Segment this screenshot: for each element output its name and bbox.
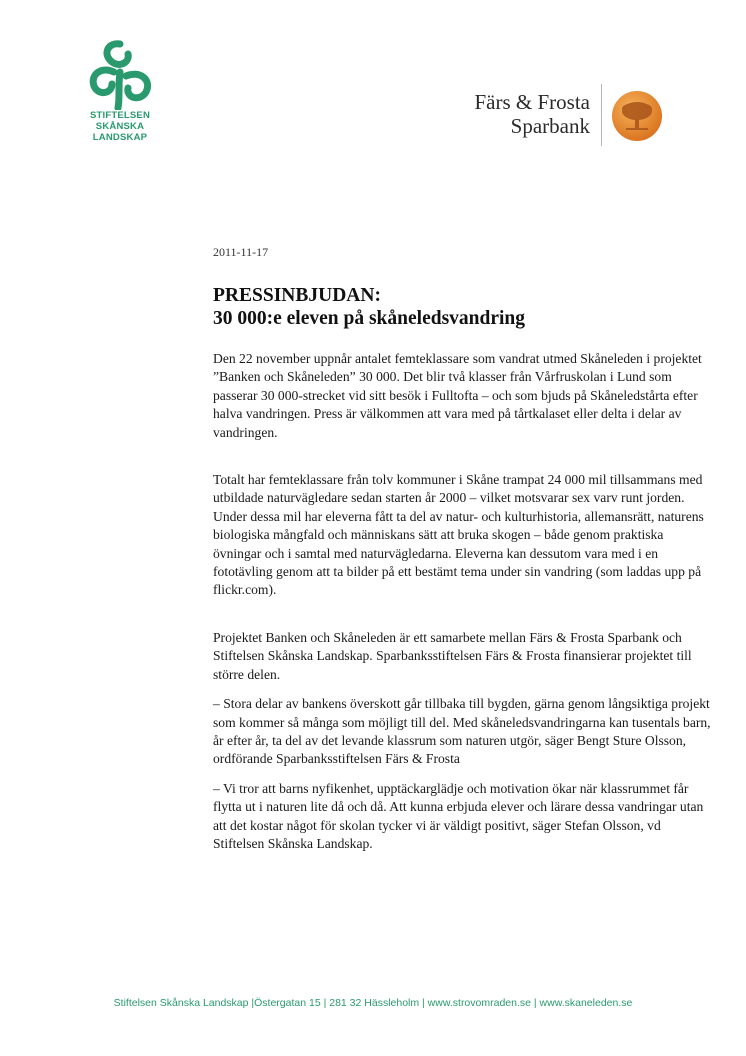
- foundation-emblem-icon: [84, 36, 156, 110]
- title-line1: PRESSINBJUDAN:: [213, 285, 381, 306]
- oak-tree-icon: [611, 90, 663, 142]
- paragraph-project: Projektet Banken och Skåneleden är ett samarbete mellan Färs & Frosta Sparbank och Stiftelsen Skånska Landskap. Sparbanksstiftelsen Färs & Frosta finansierar projektet till större delen.: [213, 629, 692, 682]
- bank-name-line2: Sparbank: [510, 114, 590, 138]
- foundation-name-line2: SKÅNSKA: [95, 121, 145, 132]
- document-date: 2011-11-17: [213, 245, 269, 259]
- foundation-logo: [80, 36, 160, 143]
- foundation-name-line1: STIFTELSEN: [89, 110, 151, 121]
- paragraph-statistics: Totalt har femteklassare från tolv kommuner i Skåne trampat 24 000 mil tillsammans med utbildade naturvägledare sedan starten år 2000 – vilket motsvarar sex varv runt jorden. Under dessa mil har eleverna fått ta del av natur- och kulturhistoria, allemansrätt, naturens biologiska mångfald och människans sätt att bruka skogen – både genom praktiska övningar och i samtal med naturvägledarna. Eleverna kan dessutom vara med i en fototävling genom att ta bilder på ett bestämt tema under sin vandring (som laddas upp på flickr.com).: [213, 472, 704, 598]
- bank-logo-divider: [601, 84, 602, 146]
- bank-emblem: [611, 90, 663, 147]
- footer-contact: Stiftelsen Skånska Landskap |Östergatan 15 | 281 32 Hässleholm | www.strovomraden.se | www.skaneleden.se: [113, 997, 633, 1009]
- bank-name-line1: Färs & Frosta: [474, 90, 590, 114]
- paragraph-announcement: Den 22 november uppnår antalet femteklassare som vandrat utmed Skåneleden i projektet ”Banken och Skåneleden” 30 000. Det blir två klasser från Vårfruskolan i Lund som passerar 30 000-strecket vid sitt besök i Fulltofta – och som bjuds på Skåneledstårta efter halva vandringen. Press är välkommen att vara med på tårtkalaset eller delta i delar av vandringen.: [213, 351, 702, 440]
- quote-foundation-director: – Vi tror att barns nyfikenhet, upptäckarglädje och motivation ökar när klassrummet får flytta ut i naturen lite då och då. Att kunna erbjuda elever och lärare dessa vandringar utan att det kostar något för skolan tycker vi är väldigt positivt, säger Stefan Olsson, vd Stiftelsen Skånska Landskap.: [213, 780, 704, 851]
- press-title: [213, 284, 525, 330]
- bank-logo-text: [475, 90, 591, 138]
- foundation-name-line3: LANDSKAP: [92, 132, 148, 143]
- quote-bank-chairman: – Stora delar av bankens överskott går tillbaka till bygden, gärna genom långsiktiga projekt som kommer så många som möjligt till del. Med skåneledsvandringarna kan tusentals barn, år efter år, ta del av det levande klassrum som naturen utgör, säger Bengt Sture Olsson, ordförande Sparbanksstiftelsen Färs & Frosta: [213, 696, 711, 767]
- title-line2: 30 000:e eleven på skåneledsvandring: [213, 308, 526, 329]
- press-body: [213, 350, 713, 853]
